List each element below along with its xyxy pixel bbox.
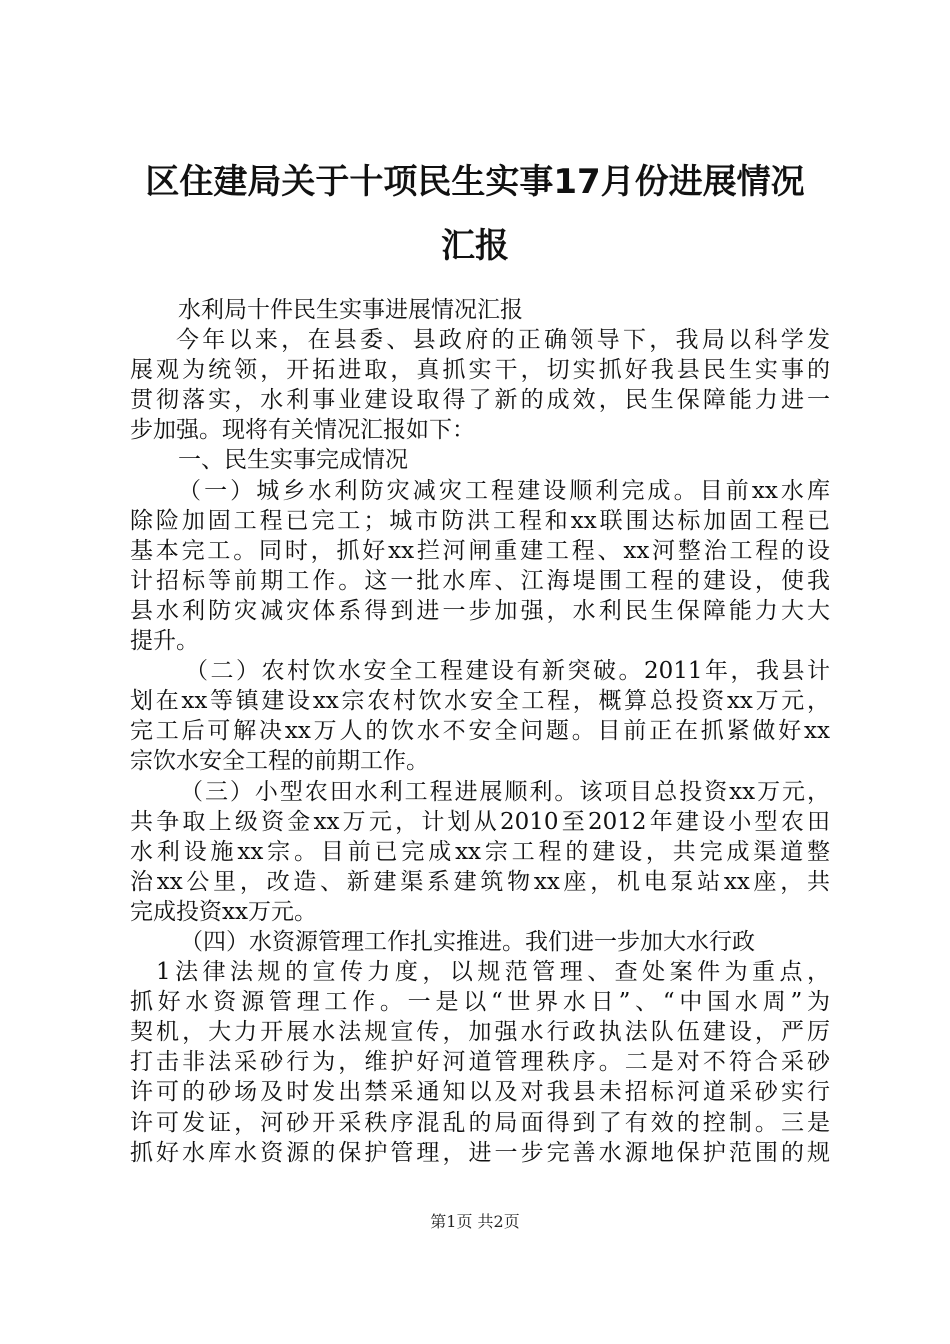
document-body: [130, 295, 830, 1168]
paragraph-line: 1法律法规的宣传力度，以规范管理、查处案件为重点，: [156, 959, 830, 986]
paragraph-line: 完工后可解决xx万人的饮水不安全问题。目前正在抓紧做好xx: [130, 718, 830, 745]
paragraph-line: 基本完工。同时，抓好xx拦河闸重建工程、xx河整治工程的设: [130, 537, 830, 564]
paragraph-line: 治xx公里，改造、新建渠系建筑物xx座，机电泵站xx座，共: [130, 868, 830, 895]
paragraph-line: 抓好水库水资源的保护管理，进一步完善水源地保护范围的规: [130, 1139, 830, 1166]
paragraph-line: （二）农村饮水安全工程建设有新突破。2011年，我县计: [185, 658, 830, 685]
title-line-2: 汇报: [441, 226, 509, 266]
paragraph-line: （三）小型农田水利工程进展顺利。该项目总投资xx万元，: [180, 778, 830, 805]
paragraph-line: 提升。: [130, 628, 199, 655]
paragraph-line: 县水利防灾减灾体系得到进一步加强，水利民生保障能力大大: [130, 597, 830, 624]
paragraph-line: 展观为统领，开拓进取，真抓实干，切实抓好我县民生实事的: [130, 357, 830, 384]
document-title: [120, 150, 830, 278]
paragraph-line: 除险加固工程已完工；城市防洪工程和xx联围达标加固工程已: [130, 507, 830, 534]
paragraph-line: 宗饮水安全工程的前期工作。: [130, 748, 429, 775]
paragraph-line: （四）水资源管理工作扎实推进。我们进一步加大水行政: [180, 928, 755, 955]
paragraph-line: 契机，大力开展水法规宣传，加强水行政执法队伍建设，严厉: [130, 1019, 830, 1046]
paragraph-line: 共争取上级资金xx万元，计划从2010至2012年建设小型农田: [130, 808, 830, 835]
paragraph-line: 许可发证，河砂开采秩序混乱的局面得到了有效的控制。三是: [130, 1109, 830, 1136]
subtitle-line: 水利局十件民生实事进展情况汇报: [178, 297, 523, 323]
paragraph-line: （一）城乡水利防灾减灾工程建设顺利完成。目前xx水库: [178, 477, 830, 504]
paragraph-line: 许可的砂场及时发出禁采通知以及对我县未招标河道采砂实行: [130, 1079, 830, 1106]
paragraph-line: 完成投资xx万元。: [130, 898, 317, 925]
section-heading: 一、民生实事完成情况: [178, 447, 408, 474]
title-line-1: 区住建局关于十项民生实事17月份进展情况: [145, 162, 805, 202]
paragraph-line: 贯彻落实，水利事业建设取得了新的成效，民生保障能力进一: [130, 387, 830, 414]
paragraph-line: 抓好水资源管理工作。一是以“世界水日”、“中国水周”为: [130, 989, 830, 1016]
paragraph-line: 步加强。现将有关情况汇报如下：: [130, 417, 475, 444]
paragraph-line: 水利设施xx宗。目前已完成xx宗工程的建设，共完成渠道整: [130, 838, 830, 865]
paragraph-line: 打击非法采砂行为，维护好河道管理秩序。二是对不符合采砂: [130, 1049, 830, 1076]
page-number-footer: 第1页 共2页: [430, 1212, 520, 1231]
paragraph-line: 今年以来，在县委、县政府的正确领导下，我局以科学发: [176, 327, 830, 354]
paragraph-line: 划在xx等镇建设xx宗农村饮水安全工程，概算总投资xx万元，: [130, 688, 830, 715]
paragraph-line: 计招标等前期工作。这一批水库、江海堤围工程的建设，使我: [130, 567, 830, 594]
